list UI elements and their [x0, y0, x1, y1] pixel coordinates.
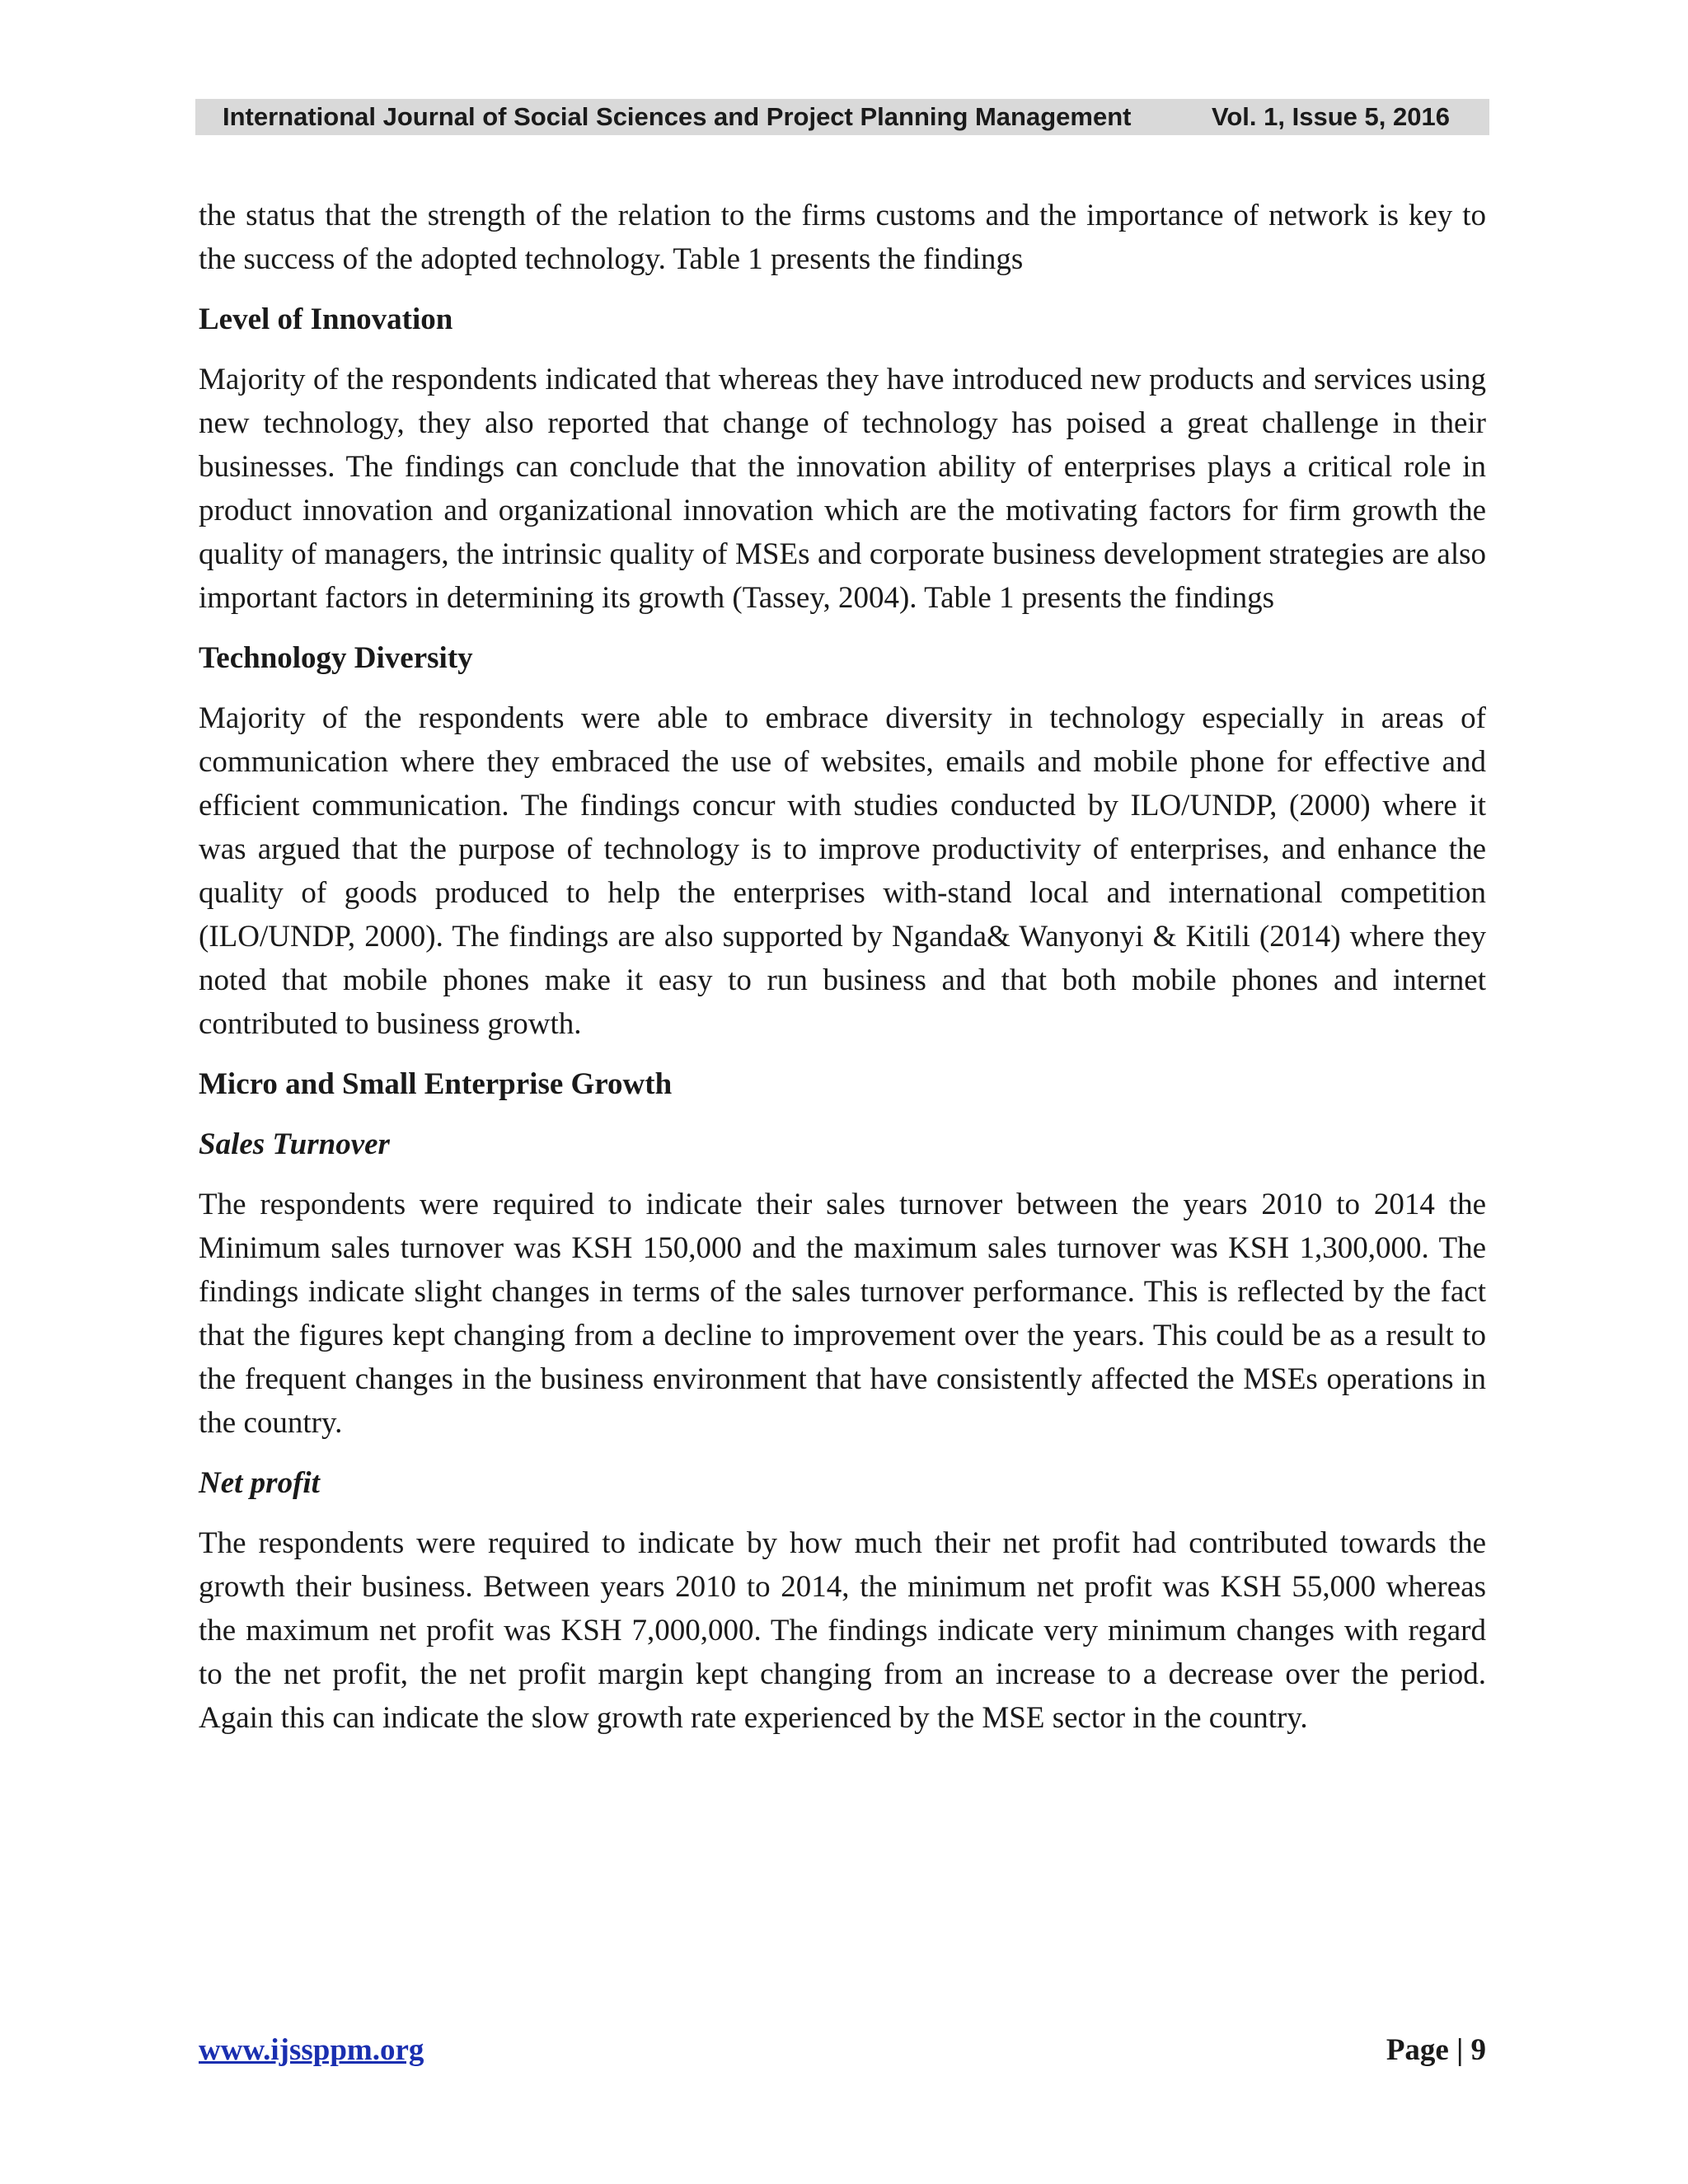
volume-issue: Vol. 1, Issue 5, 2016: [1212, 102, 1450, 131]
net-profit-paragraph: The respondents were required to indicate by how much their net profit had contributed towards the growth their business. Between years 2010 to 2014, the minimum net profit was KSH 55,000 whereas the maximum net profit was KSH 7,000,000. The findings indicate very minimum changes with regard to the net profit, the net profit margin kept changing from an increase to a decrease over the period. Again this can indicate the slow growth rate experienced by the MSE sector in the country.: [199, 1526, 1486, 1735]
journal-title: International Journal of Social Sciences and Project Planning Management: [223, 102, 1132, 131]
sales-turnover-paragraph: The respondents were required to indicate their sales turnover between the years 2010 to 2014 the Minimum sales turnover was KSH 150,000 and the maximum sales turnover was KSH 1,300,000. The findings indicate slight changes in terms of the sales turnover performance. This is reflected by the fact that the figures kept changing from a decline to improvement over the years. This could be as a result to the frequent changes in the business environment that have consistently affected the MSEs operations in the country.: [199, 1188, 1486, 1440]
heading-technology-diversity: Technology Diversity: [199, 641, 473, 675]
journal-website-link[interactable]: www.ijssppm.org: [199, 2033, 424, 2067]
page-number: Page | 9: [1386, 2033, 1486, 2067]
article-body: [199, 194, 1486, 1756]
subheading-sales-turnover: Sales Turnover: [199, 1127, 390, 1161]
heading-mse-growth: Micro and Small Enterprise Growth: [199, 1067, 673, 1101]
running-header: [195, 99, 1489, 135]
heading-level-of-innovation: Level of Innovation: [199, 302, 453, 336]
intro-paragraph: the status that the strength of the relation to the firms customs and the importance of network is key to the success of the adopted technology. Table 1 presents the findings: [199, 199, 1486, 276]
subheading-net-profit: Net profit: [199, 1466, 320, 1500]
innovation-paragraph: Majority of the respondents indicated that whereas they have introduced new products and services using new technology, they also reported that change of technology has poised a great challenge in their businesses. The findings can conclude that the innovation ability of enterprises plays a critical role in product innovation and organizational innovation which are the motivating factors for firm growth the quality of managers, the intrinsic quality of MSEs and corporate business development strategies are also important factors in determining its growth (Tassey, 2004). Table 1 presents the findings: [199, 363, 1486, 615]
diversity-paragraph: Majority of the respondents were able to embrace diversity in technology especially in areas of communication where they embraced the use of websites, emails and mobile phone for effective and efficient communication. The findings concur with studies conducted by ILO/UNDP, (2000) where it was argued that the purpose of technology is to improve productivity of enterprises, and enhance the quality of goods produced to help the enterprises with-stand local and international competition (ILO/UNDP, 2000). The findings are also supported by Nganda& Wanyonyi & Kitili (2014) where they noted that mobile phones make it easy to run business and that both mobile phones and internet contributed to business growth.: [199, 701, 1486, 1041]
